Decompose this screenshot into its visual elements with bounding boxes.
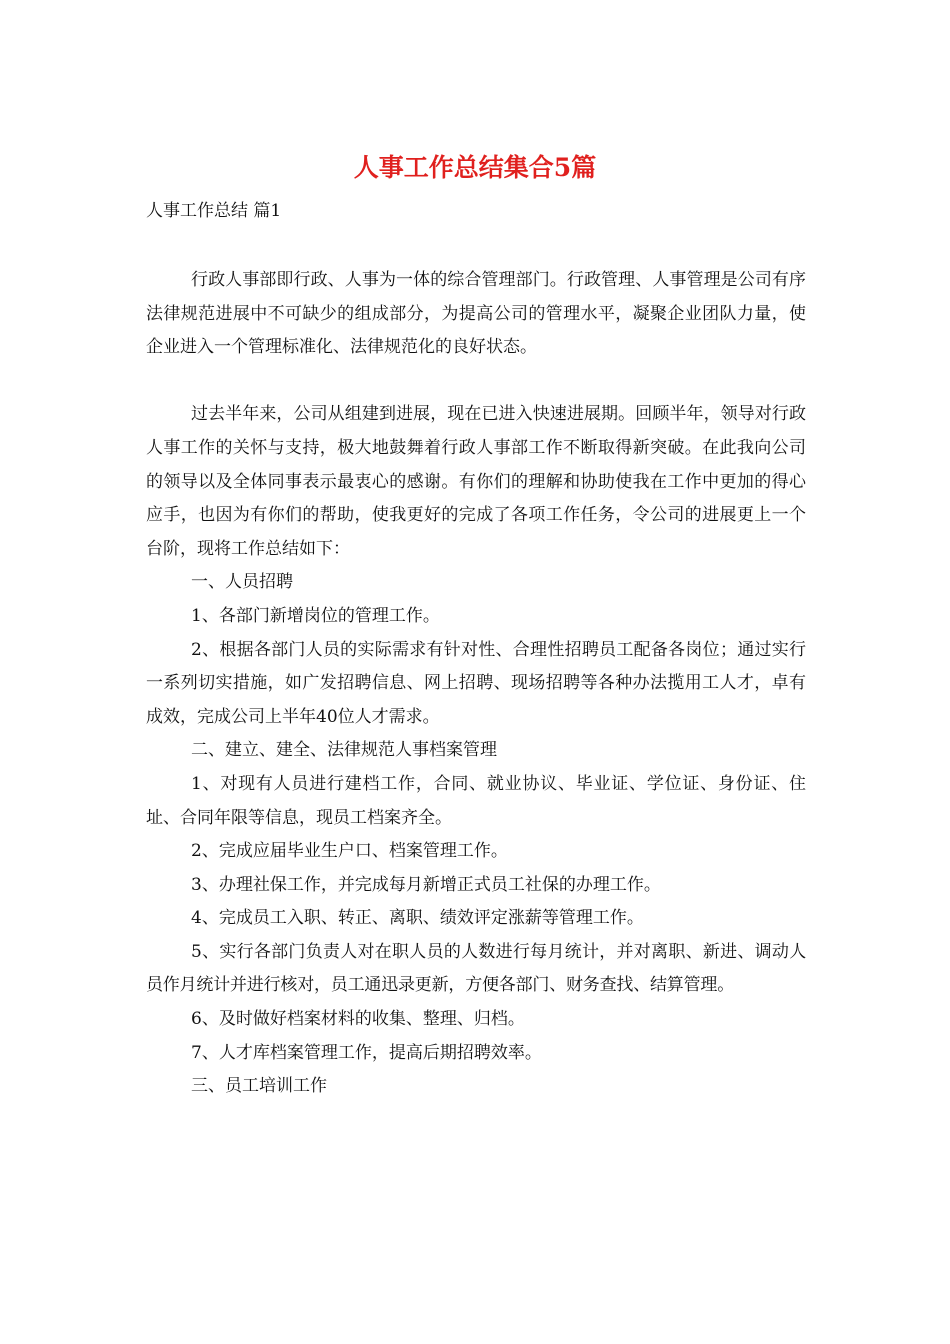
list-item: 3、办理社保工作，并完成每月新增正式员工社保的办理工作。: [191, 874, 661, 895]
list-item: 5、实行各部门负责人对在职人员的人数进行每月统计，并对离职、新进、调动人员作月统计并进行核对，员工通迅录更新，方便各部门、财务查找、结算管理。: [146, 941, 806, 996]
list-item: 1、对现有人员进行建档工作，合同、就业协议、毕业证、学位证、身份证、住址、合同年限等信息，现员工档案齐全。: [146, 773, 806, 828]
heading-archives: 二、建立、建全、法律规范人事档案管理: [191, 740, 497, 761]
heading-recruitment: 一、人员招聘: [191, 572, 293, 593]
list-item: 2、完成应届毕业生户口、档案管理工作。: [191, 841, 508, 862]
document-title: 人事工作总结集合5篇: [353, 153, 597, 182]
section-subtitle: 人事工作总结 篇1: [146, 201, 282, 221]
list-item: 7、人才库档案管理工作，提高后期招聘效率。: [191, 1042, 542, 1063]
paragraph-review: 过去半年来，公司从组建到进展，现在已进入快速进展期。回顾半年，领导对行政人事工作的关怀与支持，极大地鼓舞着行政人事部工作不断取得新突破。在此我向公司的领导以及全体同事表示最衷心的感谢。有你们的理解和协助使我在工作中更加的得心应手，也因为有你们的帮助，使我更好的完成了各项工作任务，令公司的进展更上一个台阶，现将工作总结如下：: [146, 404, 806, 559]
list-item: 6、及时做好档案材料的收集、整理、归档。: [191, 1009, 525, 1030]
list-item: 1、各部门新增岗位的管理工作。: [191, 605, 440, 626]
paragraph-intro: 行政人事部即行政、人事为一体的综合管理部门。行政管理、人事管理是公司有序法律规范进展中不可缺少的组成部分，为提高公司的管理水平，凝聚企业团队力量，使企业进入一个管理标准化、法律规范化的良好状态。: [146, 270, 806, 358]
list-item: 4、完成员工入职、转正、离职、绩效评定涨薪等管理工作。: [191, 908, 644, 929]
heading-training: 三、员工培训工作: [191, 1076, 327, 1097]
list-item: 2、根据各部门人员的实际需求有针对性、合理性招聘员工配备各岗位；通过实行一系列切实措施，如广发招聘信息、网上招聘、现场招聘等各种办法揽用工人才，卓有成效，完成公司上半年40位人才需求。: [146, 639, 806, 727]
document-body: [146, 264, 806, 1104]
